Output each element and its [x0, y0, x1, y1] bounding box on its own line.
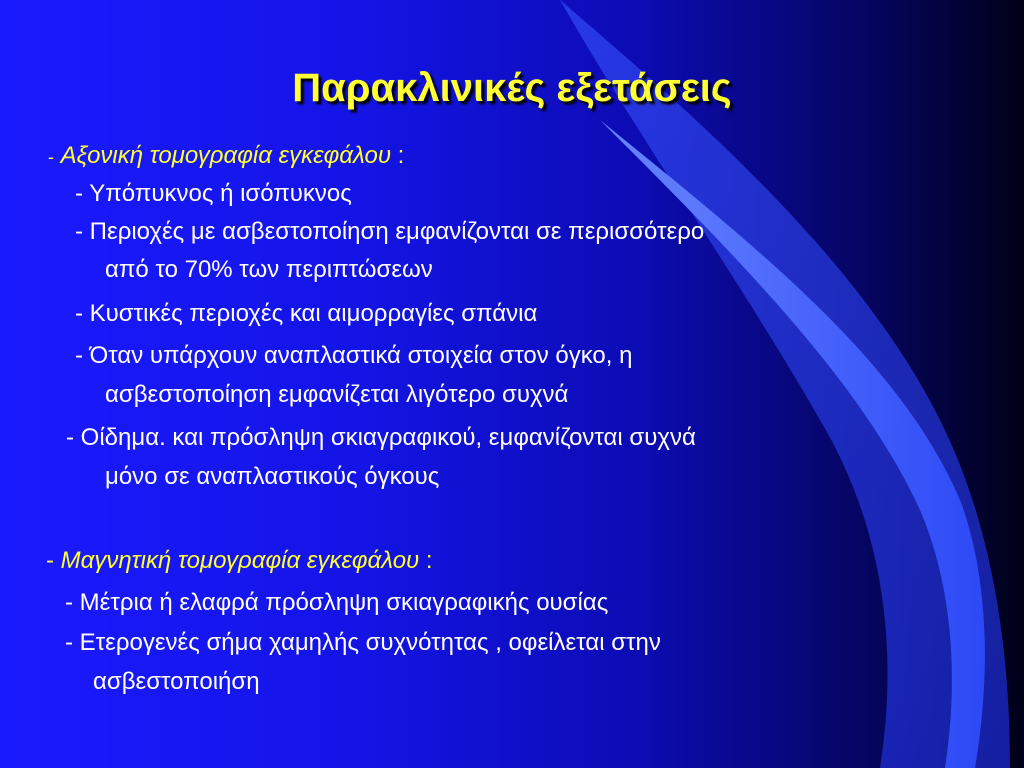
ct-line: - Υπόπυκνος ή ισόπυκνος: [75, 180, 352, 207]
mri-bullet: -: [46, 547, 61, 574]
ct-heading-colon: :: [391, 142, 405, 169]
ct-line: ασβεστοποίηση εμφανίζεται λιγότερο συχνά: [105, 381, 569, 408]
ct-line: - Περιοχές με ασβεστοποίηση εμφανίζονται σε περισσότερο: [75, 218, 705, 245]
mri-line: ασβεστοποιήση: [93, 668, 260, 695]
ct-heading: Αξονική τομογραφία εγκεφάλου: [60, 142, 392, 169]
ct-heading-line: [48, 142, 404, 171]
ct-line: - Όταν υπάρχουν αναπλαστικά στοιχεία στον όγκο, η: [75, 342, 633, 369]
ct-line: - Κυστικές περιοχές και αιμορραγίες σπάνια: [75, 300, 538, 327]
mri-heading: Μαγνητική τομογραφία εγκεφάλου: [60, 547, 420, 574]
ct-line: από το 70% των περιπτώσεων: [105, 256, 433, 283]
ct-line: μόνο σε αναπλαστικούς όγκους: [105, 463, 440, 490]
ct-line: - Οίδημα. και πρόσληψη σκιαγραφικού, εμφανίζονται συχνά: [66, 424, 696, 451]
mri-heading-colon: :: [419, 547, 433, 574]
mri-heading-line: [46, 547, 433, 575]
ct-bullet: -: [48, 147, 54, 167]
mri-line: - Μέτρια ή ελαφρά πρόσληψη σκιαγραφικής ουσίας: [65, 589, 609, 616]
slide-title: Παρακλινικές εξετάσεις: [292, 66, 732, 110]
mri-line: - Ετερογενές σήμα χαμηλής συχνότητας , οφείλεται στην: [65, 629, 661, 656]
